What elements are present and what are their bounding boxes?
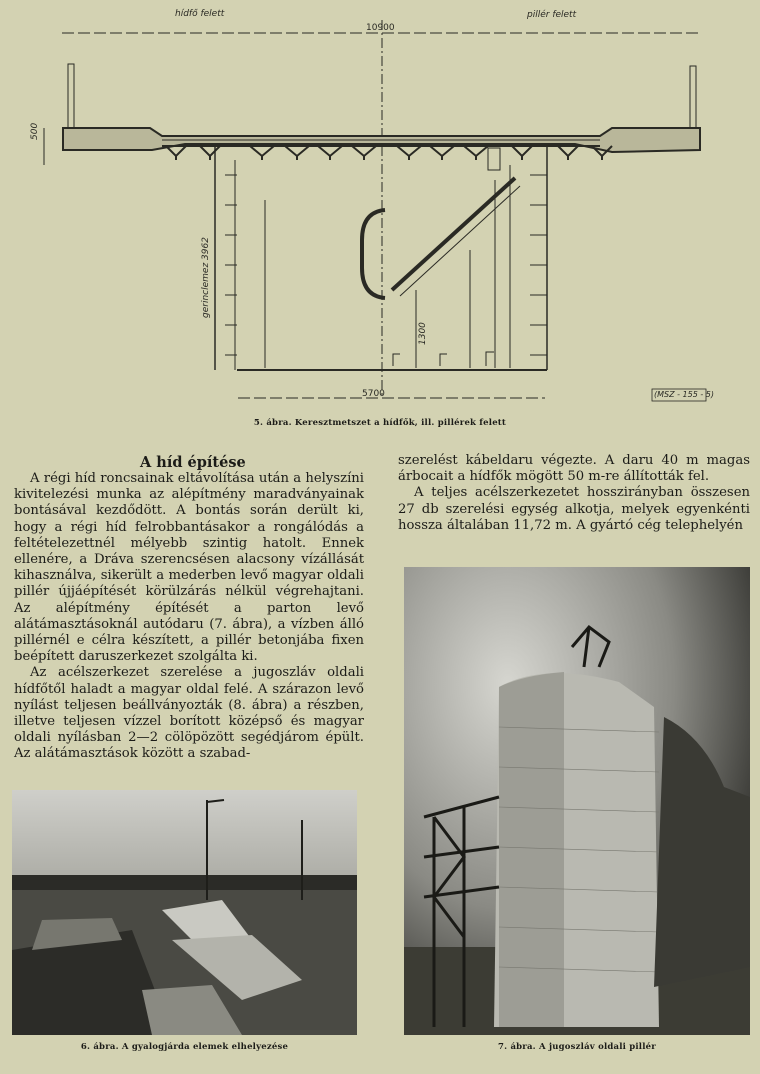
dimension-bottom: 5700 (362, 389, 385, 399)
paragraph: Az acélszerkezet szerelése a jugoszláv oldali hídfőtől haladt a magyar oldal felé. A szárazon levő nyílást teljesen beállványozták (8. ábra) a részben, illetve teljesen vízzel borított középső és magyar oldali nyílásban 2—2 cölöpözött segédjárom épült. Az alátámasztások között a szabad- (14, 665, 364, 762)
figure-6-caption: 6. ábra. A gyalogjárda elemek elhelyezése (80, 1042, 289, 1052)
paragraph: szerelést kábeldaru végezte. A daru 40 m magas árbocait a hídfők mögött 50 m-re állították fel. (398, 453, 750, 485)
paragraph: A teljes acélszerkezetet hosszirányban összesen 27 db szerelési egység alkotja, melyek egyenkénti hossza általában 11,72 m. A gyártó cég telephelyén (398, 485, 750, 533)
figure-6-photo (12, 790, 357, 1035)
figure-5-caption: 5. ábra. Keresztmetszet a hídfők, ill. pillérek felett (253, 418, 507, 428)
label-piller-felett: pillér felett (527, 10, 577, 20)
dimension-web-height: gerinclemez 3962 (201, 237, 211, 318)
standard-stamp: (MSZ - 155 - 5) (654, 390, 715, 399)
figure-5-drawing (0, 0, 760, 428)
figure-7-caption: 7. ábra. A jugoszláv oldali pillér (498, 1042, 656, 1052)
dimension-mid: 1300 (418, 322, 428, 345)
section-heading: A híd építése (140, 454, 246, 471)
dimension-top: 10900 (366, 23, 395, 33)
figure-7-photo (404, 567, 750, 1035)
right-text-column (398, 453, 750, 534)
dimension-left: 500 (30, 122, 40, 140)
paragraph: A régi híd roncsainak eltávolítása után a helyszíni kivitelezési munka az alépítmény maradványainak bontásával kezdődött. A bontás során derült ki, hogy a régi híd felrobbantásakor a rongálódás a feltételezettnél mélyebb szintig hatolt. Ennek ellenére, a Dráva szerencsésen alacsony vízállását kihasználva, sikerült a mederben levő magyar oldali pillér újjáépítését körülzárás nélkül végrehajtani. Az alépítmény építését a parton levő alátámasztásoknál autódaru (7. ábra), a vízben álló pillérnél e célra készített, a pillér betonjába fixen beépített daruszerkezet szolgálta ki. (14, 471, 364, 665)
label-hidfo-felett: hídfő felett (175, 9, 225, 19)
left-text-column (14, 471, 364, 763)
